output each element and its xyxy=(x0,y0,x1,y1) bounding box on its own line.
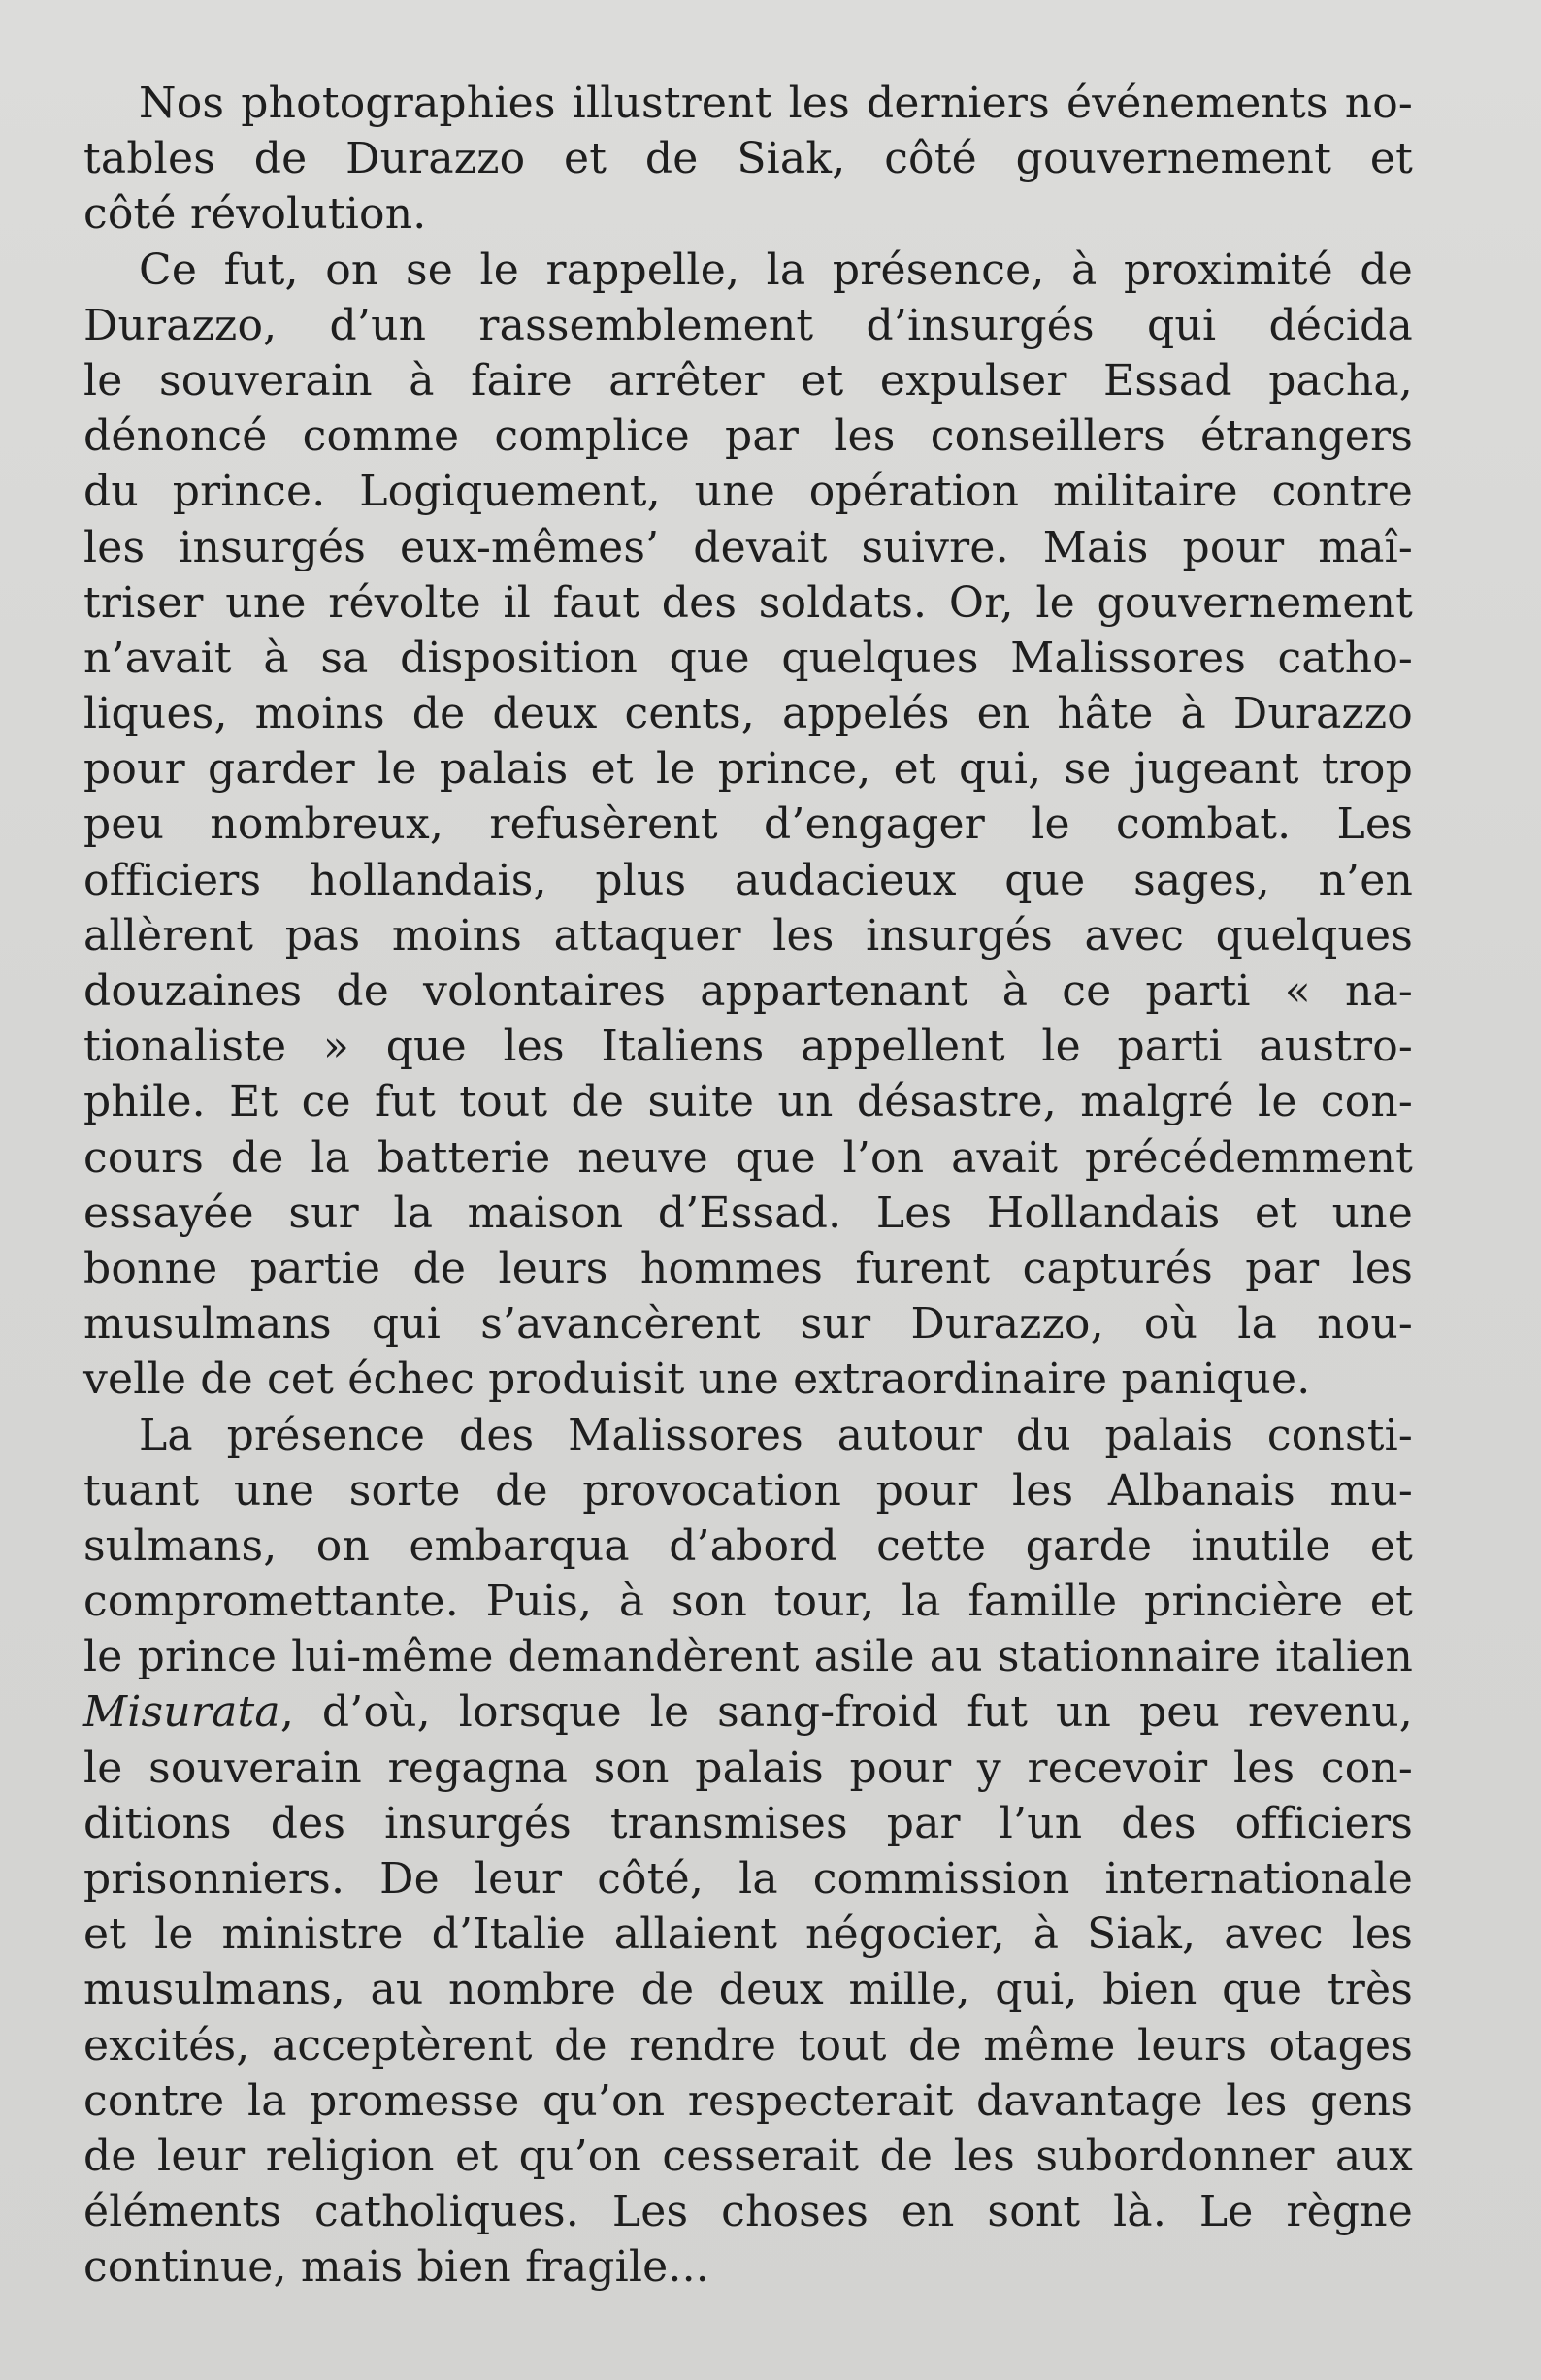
text-line: phile. Et ce fut tout de suite un désastre, malgré le con- xyxy=(83,1077,1413,1127)
text-line: éléments catholiques. Les choses en sont là. Le règne xyxy=(83,2187,1413,2237)
paragraph-2 xyxy=(83,243,1413,1408)
text-line: musulmans, au nombre de deux mille, qui, bien que très xyxy=(83,1965,1413,2015)
text-line: Nos photographies illustrent les derniers événements no- xyxy=(139,79,1413,128)
text-line: peu nombreux, refusèrent d’engager le combat. Les xyxy=(83,799,1413,850)
text-line: tuant une sorte de provocation pour les Albanais mu- xyxy=(83,1465,1413,1516)
text-line: officiers hollandais, plus audacieux que sages, n’en xyxy=(83,855,1413,905)
text-line: continue, mais bien fragile... xyxy=(83,2242,709,2293)
text-line: compromettante. Puis, à son tour, la famille princière et xyxy=(83,1577,1413,1627)
text-line: liques, moins de deux cents, appelés en hâte à Durazzo xyxy=(83,689,1413,739)
text-line: prisonniers. De leur côté, la commission internationale xyxy=(83,1854,1413,1904)
paragraph-1 xyxy=(83,76,1413,243)
text-line: du prince. Logiquement, une opération militaire contre xyxy=(83,467,1413,517)
text-line: dénoncé comme complice par les conseillers étrangers xyxy=(83,411,1413,462)
text-line: le prince lui-même demandèrent asile au stationnaire italien xyxy=(83,1632,1413,1682)
text-line: et le ministre d’Italie allaient négocier, à Siak, avec les xyxy=(83,1909,1413,1960)
text-line: contre la promesse qu’on respecterait davantage les gens xyxy=(83,2075,1413,2126)
text-line: tables de Durazzo et de Siak, côté gouvernement et xyxy=(83,134,1413,184)
text-line: Misurata, d’où, lorsque le sang-froid fut un peu revenu, xyxy=(83,1687,1413,1738)
text-line: sulmans, on embarqua d’abord cette garde inutile et xyxy=(83,1520,1413,1571)
text-line: le souverain regagna son palais pour y recevoir les con- xyxy=(83,1743,1413,1793)
text-line: allèrent pas moins attaquer les insurgés avec quelques xyxy=(83,910,1413,961)
text-line: bonne partie de leurs hommes furent capturés par les xyxy=(83,1243,1413,1293)
text-line: Ce fut, on se le rappelle, la présence, à proximité de xyxy=(139,245,1413,295)
text-line: pour garder le palais et le prince, et qui, se jugeant trop xyxy=(83,744,1413,795)
text-line: les insurgés eux-mêmes’ devait suivre. Mais pour maî- xyxy=(83,522,1413,572)
text-line: cours de la batterie neuve que l’on avait précédemment xyxy=(83,1132,1413,1183)
article-text xyxy=(83,76,1413,2296)
text-line: excités, acceptèrent de rendre tout de même leurs otages xyxy=(83,2020,1413,2070)
text-line: musulmans qui s’avancèrent sur Durazzo, où la nou- xyxy=(83,1299,1413,1350)
text-line: le souverain à faire arrêter et expulser Essad pacha, xyxy=(83,355,1413,406)
text-line: côté révolution. xyxy=(83,189,427,240)
text-line: n’avait à sa disposition que quelques Malissores catho- xyxy=(83,633,1413,683)
text-line: Durazzo, d’un rassemblement d’insurgés qui décida xyxy=(83,300,1413,350)
text-line: triser une révolte il faut des soldats. Or, le gouvernement xyxy=(83,577,1413,628)
text-line: tionaliste » que les Italiens appellent le parti austro- xyxy=(83,1022,1413,1072)
text-line: La présence des Malissores autour du palais consti- xyxy=(139,1410,1413,1460)
text-line: essayée sur la maison d’Essad. Les Hollandais et une xyxy=(83,1188,1413,1238)
text-line: velle de cet échec produisit une extraordinaire panique. xyxy=(83,1354,1311,1405)
text-line: de leur religion et qu’on cesserait de les subordonner aux xyxy=(83,2131,1413,2181)
paragraph-3 xyxy=(83,1408,1413,2296)
text-line: ditions des insurgés transmises par l’un des officiers xyxy=(83,1798,1413,1848)
text-line: douzaines de volontaires appartenant à ce parti « na- xyxy=(83,966,1413,1016)
